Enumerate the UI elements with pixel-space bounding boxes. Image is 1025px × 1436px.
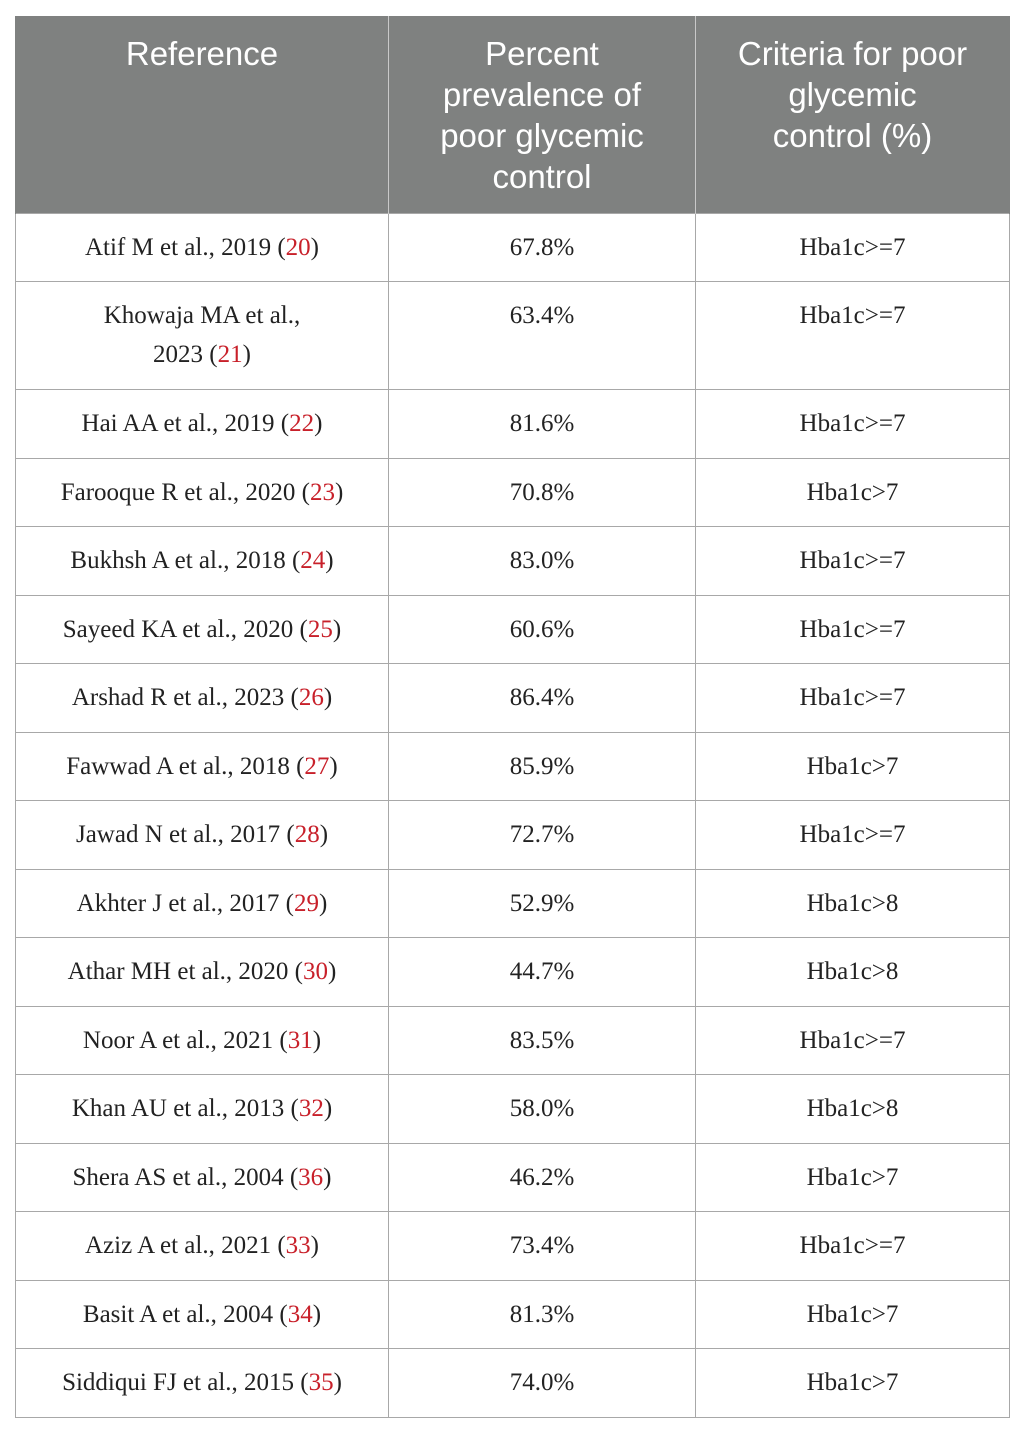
table-row: [16, 527, 1010, 596]
reference-line: [24, 296, 380, 335]
prevalence-cell: 74.0%: [389, 1349, 696, 1418]
header-line: poor glycemic: [440, 117, 644, 154]
prevalence-cell: 86.4%: [389, 664, 696, 733]
prevalence-cell: 85.9%: [389, 732, 696, 801]
closing-paren: ): [319, 821, 329, 848]
closing-paren: ): [312, 1026, 322, 1054]
criteria-cell: Hba1c>7: [696, 1349, 1010, 1418]
citation-link[interactable]: 22: [289, 410, 315, 437]
closing-paren: ): [333, 1369, 342, 1396]
criteria-cell: Hba1c>=7: [696, 213, 1010, 282]
closing-paren: ): [323, 1163, 332, 1191]
header-line: Criteria for poor: [737, 35, 968, 72]
criteria-cell: Hba1c>=7: [696, 1006, 1010, 1075]
table-row: [16, 213, 1010, 282]
closing-paren: ): [310, 1232, 319, 1259]
header-percent-prevalence: [389, 16, 696, 213]
reference-cell: [16, 390, 389, 459]
criteria-cell: Hba1c>=7: [696, 1212, 1010, 1281]
table-row: [16, 1280, 1010, 1349]
citation-link[interactable]: 20: [285, 233, 311, 261]
prevalence-cell: 63.4%: [389, 282, 696, 390]
citation-link[interactable]: 31: [287, 1026, 313, 1054]
closing-paren: ): [312, 1300, 322, 1328]
header-line: prevalence of: [442, 76, 642, 113]
citation-link[interactable]: 25: [307, 615, 333, 643]
reference-text: Aziz A et al., 2021 (: [85, 1232, 286, 1259]
reference-cell: [16, 1006, 389, 1075]
closing-paren: ): [310, 233, 319, 261]
reference-cell: [16, 938, 389, 1007]
table-row: [16, 1212, 1010, 1281]
citation-link[interactable]: 28: [294, 821, 320, 848]
reference-text: Noor A et al., 2021 (: [82, 1026, 288, 1054]
reference-text: Jawad N et al., 2017 (: [75, 821, 295, 848]
reference-text: Siddiqui FJ et al., 2015 (: [62, 1369, 309, 1396]
citation-link[interactable]: 35: [308, 1369, 334, 1396]
reference-cell: [16, 869, 389, 938]
table-row: [16, 595, 1010, 664]
criteria-cell: Hba1c>8: [696, 869, 1010, 938]
table-row: [16, 1006, 1010, 1075]
reference-text: Khowaja MA et al.,: [103, 302, 301, 329]
reference-text: Hai AA et al., 2019 (: [81, 410, 290, 437]
table-body: [16, 213, 1010, 1417]
closing-paren: ): [318, 889, 328, 917]
reference-line: [24, 404, 380, 443]
reference-text: Khan AU et al., 2013 (: [71, 1095, 299, 1122]
table-row: [16, 390, 1010, 459]
reference-cell: [16, 1280, 389, 1349]
criteria-cell: Hba1c>7: [696, 1143, 1010, 1212]
reference-cell: [16, 1212, 389, 1281]
reference-line: [24, 815, 380, 854]
reference-line: [24, 884, 380, 923]
header-line: glycemic: [788, 76, 917, 113]
header-criteria: [696, 16, 1010, 213]
reference-cell: [16, 801, 389, 870]
table-row: [16, 664, 1010, 733]
reference-line: [24, 1295, 380, 1334]
criteria-cell: Hba1c>=7: [696, 527, 1010, 596]
reference-line: [24, 1226, 380, 1265]
reference-cell: [16, 732, 389, 801]
reference-text: Bukhsh A et al., 2018 (: [70, 547, 301, 574]
table-row: [16, 938, 1010, 1007]
citation-link[interactable]: 30: [303, 958, 329, 985]
prevalence-cell: 52.9%: [389, 869, 696, 938]
table-row: [16, 1143, 1010, 1212]
citation-link[interactable]: 32: [298, 1095, 324, 1122]
criteria-cell: Hba1c>7: [696, 458, 1010, 527]
prevalence-cell: 73.4%: [389, 1212, 696, 1281]
criteria-cell: Hba1c>=7: [696, 801, 1010, 870]
citation-link[interactable]: 36: [298, 1163, 324, 1191]
header-line: Reference: [125, 35, 279, 72]
reference-text: Atif M et al., 2019 (: [85, 233, 286, 261]
closing-paren: ): [314, 410, 323, 437]
prevalence-cell: 72.7%: [389, 801, 696, 870]
citation-link[interactable]: 24: [300, 547, 326, 574]
reference-text: Basit A et al., 2004 (: [82, 1300, 288, 1328]
reference-line: [24, 678, 380, 717]
closing-paren: ): [334, 478, 344, 506]
prevalence-cell: 60.6%: [389, 595, 696, 664]
reference-text: Akhter J et al., 2017 (: [76, 889, 294, 917]
table-row: [16, 1349, 1010, 1418]
closing-paren: ): [325, 547, 334, 574]
reference-text: Athar MH et al., 2020 (: [67, 958, 304, 985]
prevalence-cell: 46.2%: [389, 1143, 696, 1212]
reference-line: [24, 228, 380, 267]
reference-cell: [16, 664, 389, 733]
citation-link[interactable]: 21: [217, 341, 243, 368]
citation-link[interactable]: 29: [293, 889, 319, 917]
prevalence-table: [15, 16, 1010, 1418]
reference-text: Arshad R et al., 2023 (: [71, 684, 299, 711]
criteria-cell: Hba1c>=7: [696, 664, 1010, 733]
reference-line: [24, 747, 380, 786]
reference-line: [24, 1089, 380, 1128]
reference-text: Farooque R et al., 2020 (: [60, 478, 310, 506]
criteria-cell: Hba1c>=7: [696, 282, 1010, 390]
reference-line: [24, 335, 380, 374]
closing-paren: ): [328, 958, 337, 985]
closing-paren: ): [323, 684, 333, 711]
reference-line: [24, 473, 380, 512]
table-row: [16, 732, 1010, 801]
closing-paren: ): [242, 341, 251, 368]
reference-cell: [16, 213, 389, 282]
reference-cell: [16, 527, 389, 596]
header-line: control: [492, 158, 592, 195]
prevalence-cell: 81.3%: [389, 1280, 696, 1349]
table-row: [16, 801, 1010, 870]
citation-link[interactable]: 26: [298, 684, 324, 711]
prevalence-cell: 83.5%: [389, 1006, 696, 1075]
reference-line: [24, 1363, 380, 1402]
prevalence-cell: 44.7%: [389, 938, 696, 1007]
reference-cell: [16, 282, 389, 390]
citation-link[interactable]: 27: [304, 752, 330, 780]
criteria-cell: Hba1c>7: [696, 732, 1010, 801]
criteria-cell: Hba1c>=7: [696, 595, 1010, 664]
reference-line: [24, 1021, 380, 1060]
header-line: control (%): [772, 117, 933, 154]
prevalence-cell: 70.8%: [389, 458, 696, 527]
reference-line: [24, 952, 380, 991]
reference-cell: [16, 595, 389, 664]
reference-text: Sayeed KA et al., 2020 (: [62, 615, 308, 643]
reference-line: [24, 1158, 380, 1197]
criteria-cell: Hba1c>7: [696, 1280, 1010, 1349]
reference-cell: [16, 1075, 389, 1144]
reference-text: Shera AS et al., 2004 (: [72, 1163, 299, 1191]
reference-text: Fawwad A et al., 2018 (: [66, 752, 305, 780]
closing-paren: ): [329, 752, 338, 780]
criteria-cell: Hba1c>8: [696, 938, 1010, 1007]
header-reference: [16, 16, 389, 213]
reference-line: [24, 541, 380, 580]
prevalence-cell: 81.6%: [389, 390, 696, 459]
header-line: Percent: [485, 35, 599, 72]
citation-link[interactable]: 23: [309, 478, 335, 506]
prevalence-cell: 67.8%: [389, 213, 696, 282]
reference-cell: [16, 1143, 389, 1212]
table-header-row: [16, 16, 1010, 213]
citation-link[interactable]: 33: [285, 1232, 311, 1259]
table-row: [16, 458, 1010, 527]
reference-line: [24, 610, 380, 649]
criteria-cell: Hba1c>=7: [696, 390, 1010, 459]
prevalence-cell: 58.0%: [389, 1075, 696, 1144]
prevalence-cell: 83.0%: [389, 527, 696, 596]
citation-link[interactable]: 34: [287, 1300, 313, 1328]
criteria-cell: Hba1c>8: [696, 1075, 1010, 1144]
reference-cell: [16, 1349, 389, 1418]
table-row: [16, 869, 1010, 938]
closing-paren: ): [323, 1095, 333, 1122]
reference-cell: [16, 458, 389, 527]
closing-paren: ): [332, 615, 342, 643]
table-row: [16, 282, 1010, 390]
reference-text: 2023 (: [153, 341, 218, 368]
table-row: [16, 1075, 1010, 1144]
